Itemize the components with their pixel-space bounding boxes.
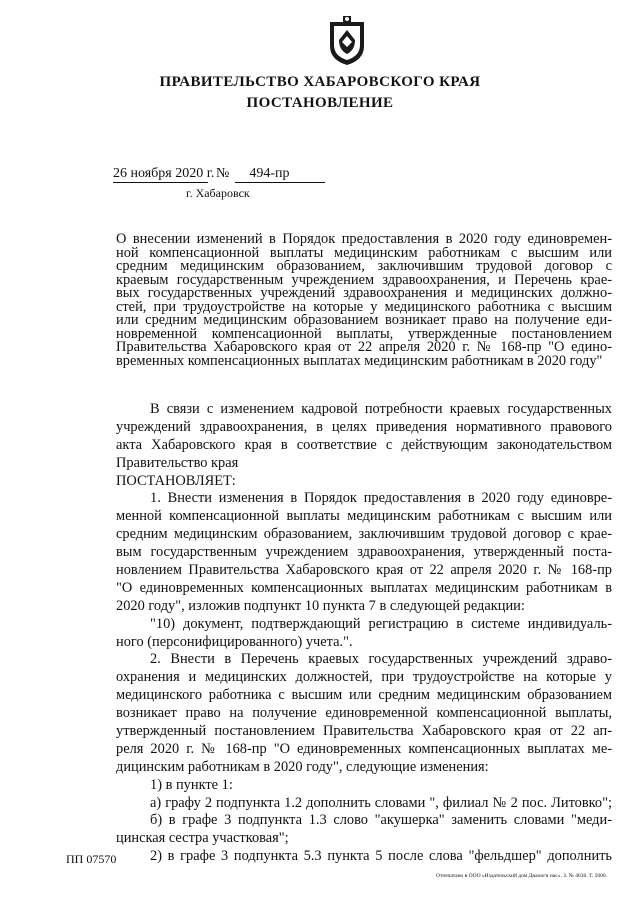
title-line: новременной компенсационной выплаты, утвержденные постановлением [116, 327, 612, 341]
title-line: О внесении изменений в Порядок предоставления в 2020 году единовремен- [116, 233, 612, 247]
footer-code: ПП 07570 [66, 852, 117, 866]
body-line: б) в графе 3 подпункта 1.3 слово "акушерка" заменить словами "меди- [150, 812, 612, 829]
body-line: учреждений здравоохранения, в целях приведения нормативного правового [116, 418, 612, 435]
title-line: временных компенсационных выплатах медицинским работникам в 2020 году" [116, 354, 603, 368]
document-title [116, 233, 612, 368]
document-number: 494-пр [235, 166, 325, 183]
number-sign: № [216, 166, 230, 181]
document-type: ПОСТАНОВЛЕНИЕ [246, 95, 394, 111]
organization-title: ПРАВИТЕЛЬСТВО ХАБАРОВСКОГО КРАЯ [159, 74, 481, 90]
body-line: 1. Внести изменения в Порядок предоставления в 2020 году единовре- [150, 490, 612, 507]
body-line: утвержденный постановлением Правительства Хабаровского края от 22 ап- [116, 723, 612, 740]
body-line: возникает право на получение единовременной компенсационной выплаты, [116, 705, 612, 722]
title-line: вых государственных учреждений здравоохранения и медицинских должно- [116, 287, 612, 301]
body-line: Правительство края [116, 454, 239, 471]
body-line: новлением Правительства Хабаровского края от 22 апреля 2020 г. № 168-пр [116, 562, 612, 579]
body-line: 1) в пункте 1: [150, 776, 233, 793]
print-note: Отпечатано в ООО «Издательский дом Диалоги нас». З. № 4636. Т. 5000. [436, 873, 607, 879]
body-line: цинская сестра участковая"; [116, 830, 289, 847]
title-line: стей, при трудоустройстве на которые у медицинского работника с высшим [116, 300, 612, 314]
body-line: "10) документ, подтверждающий регистрацию в системе индивидуаль- [150, 615, 612, 632]
title-line: ной компенсационной выплаты медицинским работникам с высшим или [116, 246, 612, 260]
body-line: 2) в графе 3 подпункта 5.3 пункта 5 после слова "фельдшер" дополнить [150, 848, 612, 865]
body-line: дицинским работникам в 2020 году", следующие изменения: [116, 758, 489, 775]
body-line: вым государственным учреждением здравоохранения, утвержденный поста- [116, 544, 612, 561]
date-number-line [113, 166, 325, 183]
body-line: "О единовременных компенсационных выплатах медицинским работникам в [116, 579, 612, 596]
title-line: Правительства Хабаровского края от 22 апреля 2020 г. № 168-пр "О едино- [116, 341, 612, 355]
title-line: или средним медицинским образованием возникает право на получение еди- [116, 314, 612, 328]
body-line: менной компенсационной выплаты медицинским работникам с высшим или [116, 508, 612, 525]
body-line: а) графу 2 подпункта 1.2 дополнить словами ", филиал № 2 пос. Литовко"; [150, 794, 612, 811]
body-line: В связи с изменением кадровой потребности краевых государственных [150, 401, 612, 417]
coat-of-arms-emblem [326, 16, 368, 66]
title-line: краевым государственным учреждением здравоохранения, и Перечень крае- [116, 273, 612, 287]
body-line: реля 2020 г. № 168-пр "О единовременных компенсационных выплатах ме- [116, 740, 612, 757]
title-line: средним медицинским образованием, заключившим трудовой договор с [116, 260, 612, 274]
document-date: 26 ноября 2020 г. [113, 166, 215, 181]
document-body [116, 401, 612, 866]
body-line: ПОСТАНОВЛЯЕТ: [116, 472, 236, 489]
body-line: 2020 году", изложив подпункт 10 пункта 7 в следующей редакции: [116, 597, 525, 614]
body-line: охранения и медицинских должностей, при трудоустройстве на которые у [116, 669, 612, 686]
city: г. Хабаровск [186, 186, 250, 200]
body-line: ного (персонифицированного) учета.". [116, 633, 353, 650]
body-line: средним медицинским образованием, заключившим трудовой договор с крае- [116, 526, 612, 543]
body-line: акта Хабаровского края в соответствие с действующим законодательством [116, 436, 612, 453]
body-line: 2. Внести в Перечень краевых государственных учреждений здраво- [150, 651, 612, 668]
body-line: медицинского работника с высшим или средним медицинским образованием [116, 687, 612, 704]
